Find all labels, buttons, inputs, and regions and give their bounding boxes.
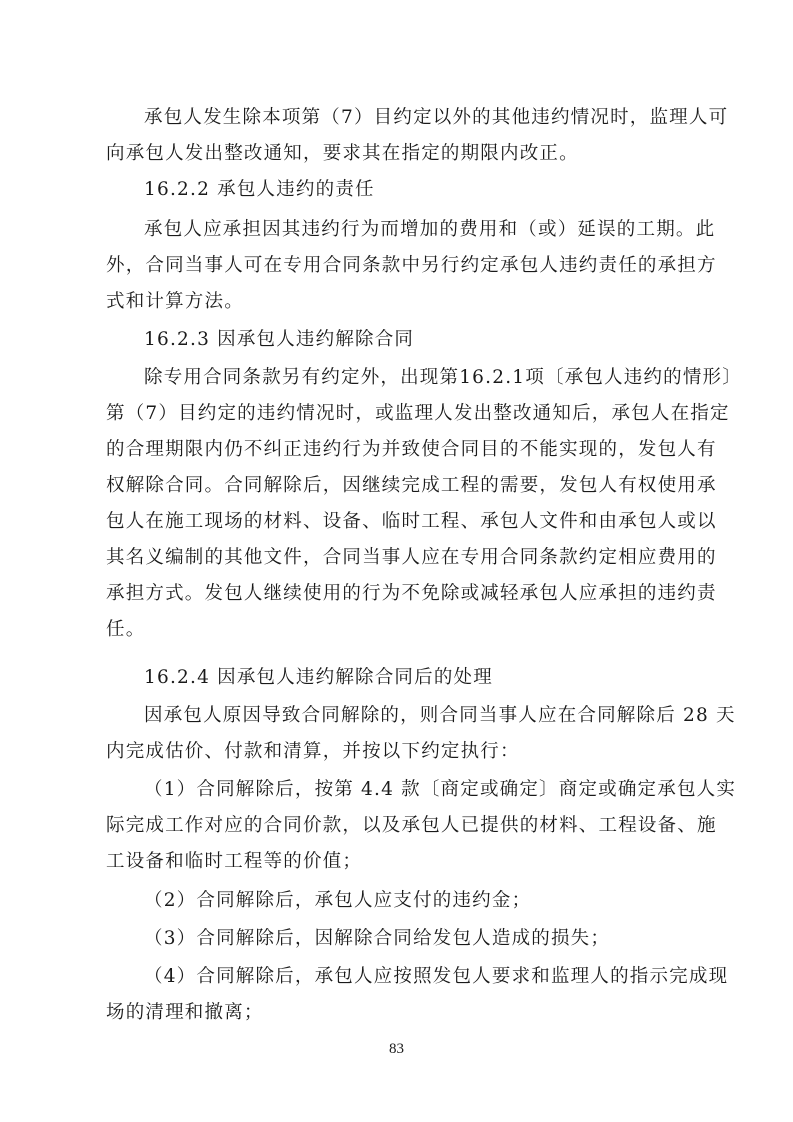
text-line: 承包人应承担因其违约行为而增加的费用和（或）延误的工期。此 bbox=[144, 219, 716, 240]
text-line: 向承包人发出整改通知，要求其在指定的期限内改正。 bbox=[106, 143, 579, 164]
heading-text: 16.2.3 因承包人违约解除合同 bbox=[144, 329, 415, 350]
text-line: （4）合同解除后，承包人应按照发包人要求和监理人的指示完成现 bbox=[144, 966, 729, 987]
text-line: 第（7）目约定的违约情况时，或监理人发出整改通知后，承包人在指定 bbox=[106, 403, 730, 424]
heading-text: 16.2.2 承包人违约的责任 bbox=[144, 179, 375, 200]
list-item-4 bbox=[106, 959, 729, 1031]
paragraph-contractor-liability bbox=[106, 212, 717, 320]
text-line: 除专用合同条款另有约定外，出现第16.2.1项〔承包人违约的情形〕 bbox=[144, 367, 742, 388]
text-line: 承担方式。发包人继续使用的行为不免除或减轻承包人应承担的违约责 bbox=[106, 583, 717, 604]
text-line: 式和计算方法。 bbox=[106, 291, 244, 312]
text-line: （2）合同解除后，承包人应支付的违约金； bbox=[144, 890, 532, 911]
text-line: （3）合同解除后，因解除合同给发包人造成的损失； bbox=[144, 928, 611, 949]
page-number: 83 bbox=[389, 1041, 404, 1057]
text-line: 权解除合同。合同解除后，因继续完成工程的需要，发包人有权使用承 bbox=[106, 475, 717, 496]
text-line: 外，合同当事人可在专用合同条款中另行约定承包人违约责任的承担方 bbox=[106, 255, 717, 276]
paragraph-termination-conditions bbox=[106, 360, 742, 648]
section-heading-16-2-4 bbox=[106, 660, 696, 696]
list-item-1 bbox=[106, 772, 737, 880]
paragraph-rectification-notice bbox=[106, 100, 729, 172]
text-line: 内完成估价、付款和清算，并按以下约定执行： bbox=[106, 741, 520, 762]
section-heading-16-2-3 bbox=[106, 322, 696, 358]
heading-text: 16.2.4 因承包人违约解除合同后的处理 bbox=[144, 667, 493, 688]
text-line: 承包人发生除本项第（7）目约定以外的其他违约情况时，监理人可 bbox=[144, 107, 729, 128]
paragraph-settlement-procedure bbox=[106, 698, 736, 770]
text-line: 际完成工作对应的合同价款，以及承包人已提供的材料、工程设备、施 bbox=[106, 815, 717, 836]
text-line: 其名义编制的其他文件，合同当事人应在专用合同条款约定相应费用的 bbox=[106, 547, 717, 568]
section-heading-16-2-2 bbox=[106, 172, 696, 208]
text-line: 任。 bbox=[106, 619, 146, 640]
text-line: 因承包人原因导致合同解除的，则合同当事人应在合同解除后 28 天 bbox=[144, 705, 736, 726]
list-item-2 bbox=[106, 883, 696, 919]
text-line: 的合理期限内仍不纠正违约行为并致使合同目的不能实现的，发包人有 bbox=[106, 439, 717, 460]
text-line: 工设备和临时工程等的价值； bbox=[106, 851, 363, 872]
list-item-3 bbox=[106, 921, 696, 957]
text-line: （1）合同解除后，按第 4.4 款〔商定或确定〕商定或确定承包人实 bbox=[144, 779, 737, 800]
text-line: 包人在施工现场的材料、设备、临时工程、承包人文件和由承包人或以 bbox=[106, 511, 717, 532]
text-line: 场的清理和撤离； bbox=[106, 1002, 264, 1023]
